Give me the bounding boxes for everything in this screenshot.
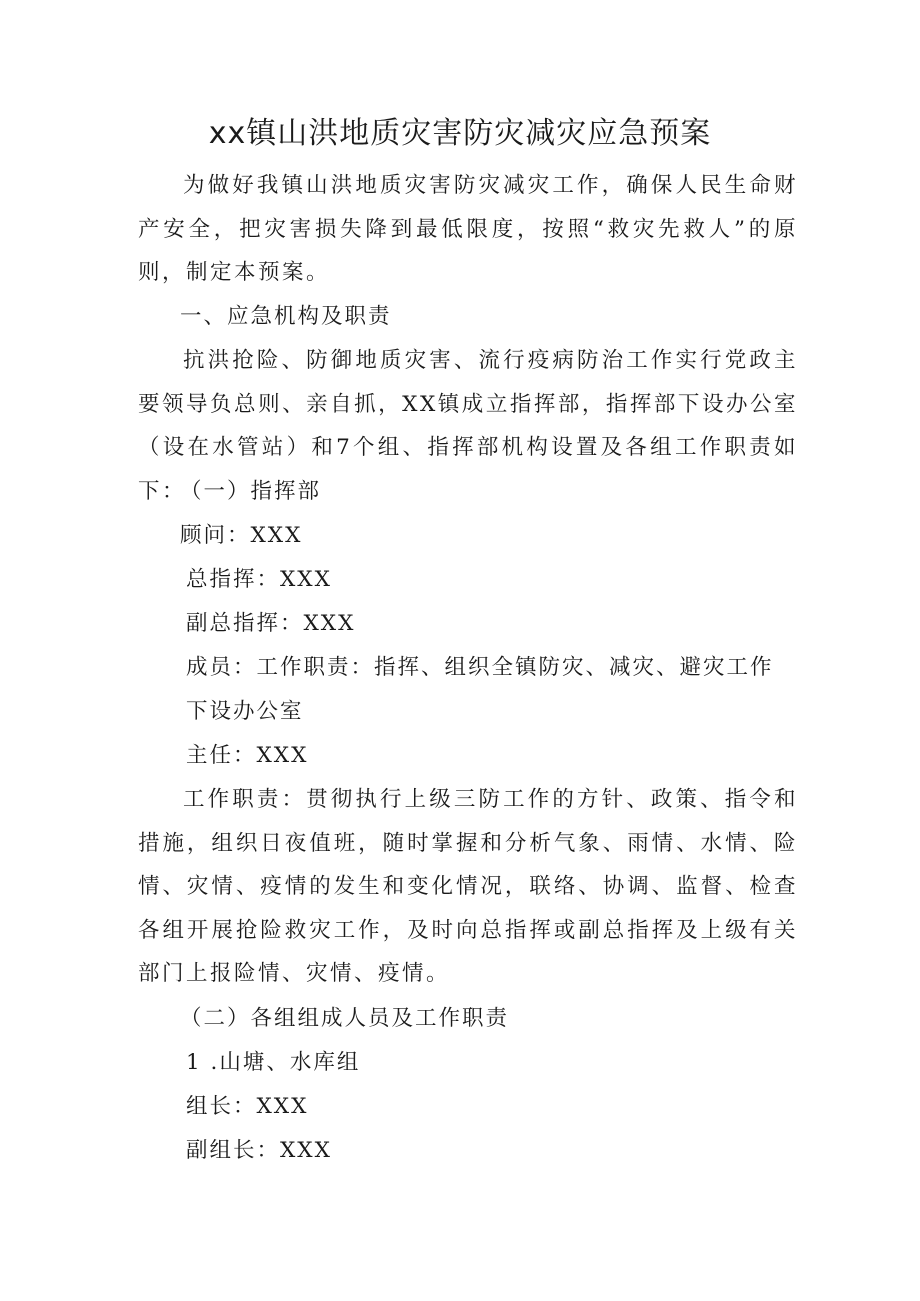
commander-line: 总指挥：XXX — [186, 567, 332, 592]
group1-leader-line: 组长：XXX — [186, 1094, 309, 1119]
advisor-line: 顾问：XXX — [180, 523, 303, 548]
group1-heading: 1 .山塘、水库组 — [186, 1050, 361, 1075]
section1-paragraph: 抗洪抢险、防御地质灾害、流行疫病防治工作实行党政主要领导负总则、亲自抓，XX镇成立指挥部，指挥部下设办公室（设在水管站）和7个组、指挥部机构设置及各组工作职责如下： — [138, 348, 798, 504]
deputy-commander-line: 副总指挥：XXX — [186, 611, 356, 636]
subsection2-heading: （二）各组组成人员及工作职责 — [180, 1006, 510, 1031]
document-title: xx镇山洪地质灾害防灾减灾应急预案 — [208, 116, 712, 151]
section1-heading: 一、应急机构及职责 — [180, 304, 392, 329]
subsection1-heading: （一）指挥部 — [180, 479, 322, 504]
members-line: 成员：工作职责：指挥、组织全镇防灾、减灾、避灾工作 — [186, 655, 774, 680]
office-line: 下设办公室 — [186, 699, 304, 724]
director-line: 主任：XXX — [186, 743, 309, 768]
office-duties-paragraph: 工作职责：贯彻执行上级三防工作的方针、政策、指令和措施，组织日夜值班，随时掌握和分析气象、雨情、水情、险情、灾情、疫情的发生和变化情况，联络、协调、监督、检查各组开展抢险救灾工作，及时向总指挥或副总指挥及上级有关部门上报险情、灾情、疫情。 — [138, 787, 798, 986]
intro-paragraph: 为做好我镇山洪地质灾害防灾减灾工作，确保人民生命财产安全，把灾害损失降到最低限度，按照“救灾先救人”的原则，制定本预案。 — [138, 173, 798, 285]
group1-deputy-line: 副组长：XXX — [186, 1138, 332, 1163]
